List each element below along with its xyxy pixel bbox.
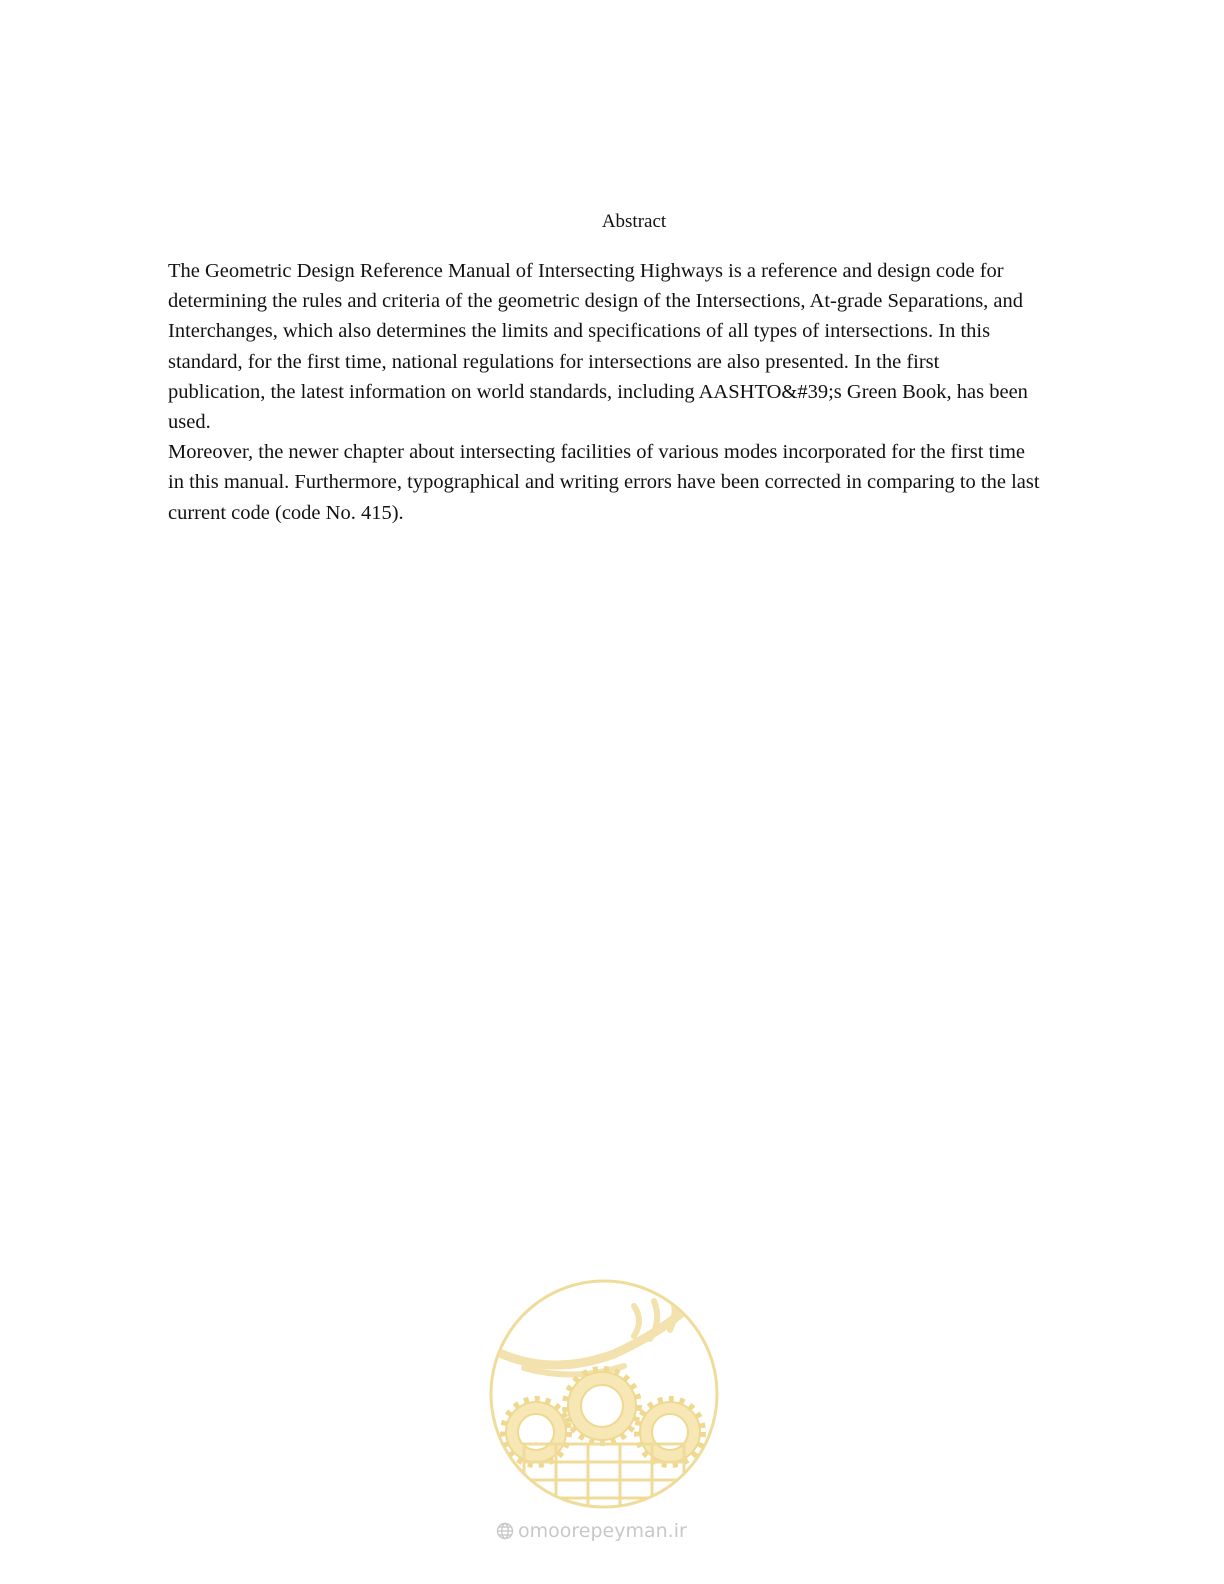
watermark-url [496,1518,716,1544]
watermark-url-text: omoorepeyman.ir [518,1520,687,1542]
abstract-paragraph-2: Moreover, the newer chapter about intersecting facilities of various modes incorporated for the first time in this manual. Furthermore, typographical and writing errors have been corrected in comparing to the last current code (code No. 415). [168,441,1040,524]
globe-icon [496,1522,514,1540]
watermark-logo [484,1276,724,1512]
abstract-body [168,256,1113,528]
publisher-seal-icon [484,1276,724,1512]
page-title: Abstract [601,211,667,232]
abstract-paragraph-1: The Geometric Design Reference Manual of Intersecting Highways is a reference and design code for determining the rules and criteria of the geometric design of the Intersections, At-grade Separations, and Interchanges, which also determines the limits and specifications of all types of intersections. In this standard, for the first time, national regulations for intersections are also presented. In the first publication, the latest information on world standards, including AASHTO&#39;s Green Book, has been used. [168,260,1028,434]
